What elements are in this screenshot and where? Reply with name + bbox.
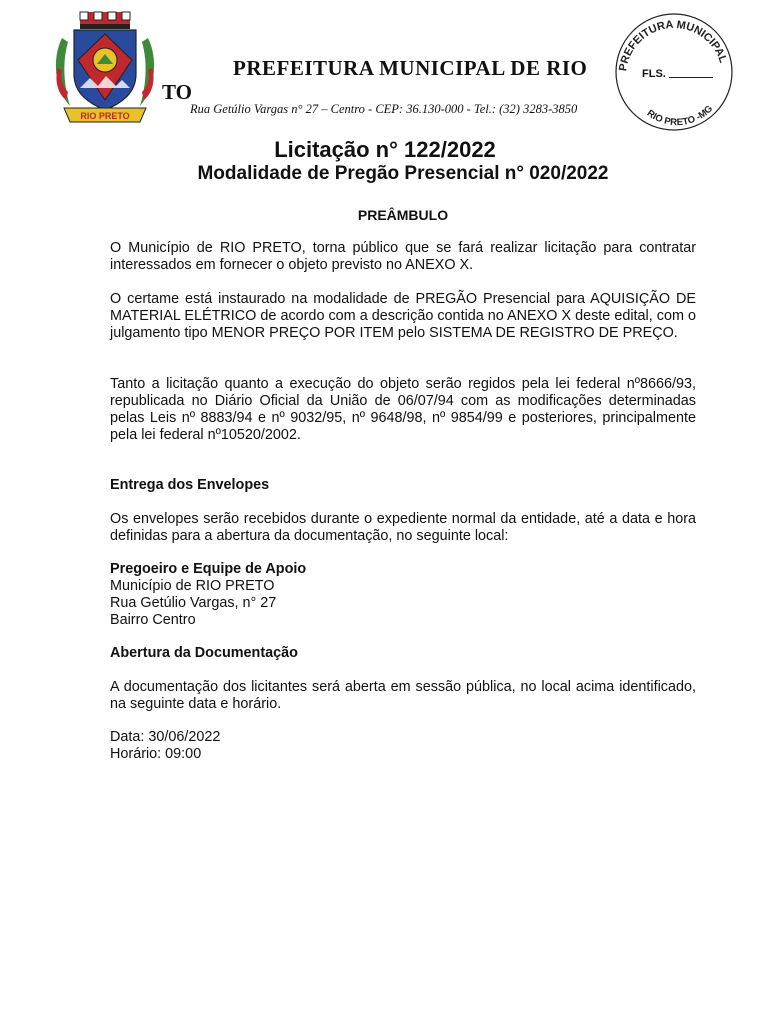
svg-text:RIO PRETO -MG [645,103,715,128]
paragraph-1: O Município de RIO PRETO, torna público que se fará realizar licitação para contratar interessados em fornecer o objeto previsto no ANEXO X. [110,240,696,273]
coat-banner-text: RIO PRETO [80,111,130,121]
header-title-continuation: TO [162,80,192,104]
svg-text:PREFEITURA MUNICIPAL [617,19,729,72]
stamp-fls-label: FLS. [642,68,666,80]
stamp-ring-text: PREFEITURA MUNICIPAL [617,18,729,72]
licitacao-title: Licitação n° 122/2022 [274,137,496,162]
entrega-text: Os envelopes serão recebidos durante o expediente normal da entidade, até a data e hora definidas para a abertura da documentação, no seguinte local: [110,511,696,544]
coat-of-arms-logo [50,8,160,126]
preambulo-heading: PREÂMBULO [357,207,449,223]
pregoeiro-line-3: Bairro Centro [110,612,196,628]
abertura-text: A documentação dos licitantes será aberta em sessão pública, no local acima identificado, na seguinte data e horário. [110,679,696,712]
abertura-horario: Horário: 09:00 [110,746,202,762]
abertura-data: Data: 30/06/2022 [110,729,221,745]
stamp-bottom-text: RIO PRETO -MG [644,103,716,129]
paragraph-2: O certame está instaurado na modalidade de PREGÃO Presencial para AQUISIÇÃO DE MATERIAL ELÉTRICO de acordo com a descrição contida no ANEXO X deste edital, com o julgamento tipo MENOR PREÇO POR ITEM pelo SISTEMA DE REGISTRO DE PREÇO. [110,291,696,341]
paragraph-3: Tanto a licitação quanto a execução do objeto serão regidos pela lei federal nº8666/93, republicada no Diário Oficial da União de 06/07/94 com as modificações determinadas pelas Leis nº 8883/94 e nº 9032/95, nº 9648/98, nº 9854/99 e posteriores, principalmente pela lei federal nº10520/2002. [110,376,696,443]
pregoeiro-line-2: Rua Getúlio Vargas, n° 27 [110,595,277,611]
header-address: Rua Getúlio Vargas n° 27 – Centro - CEP: 36.130-000 - Tel.: (32) 3283-3850 [190,102,578,116]
stamp-fls-field [642,68,713,80]
abertura-heading: Abertura da Documentação [110,645,298,661]
stamp-fls-line [669,77,713,78]
modalidade-title: Modalidade de Pregão Presencial n° 020/2022 [197,163,609,184]
pregoeiro-heading: Pregoeiro e Equipe de Apoio [110,561,307,577]
entrega-heading: Entrega dos Envelopes [110,477,270,493]
pregoeiro-line-1: Município de RIO PRETO [110,578,275,594]
header-title: PREFEITURA MUNICIPAL DE RIO [233,56,588,80]
